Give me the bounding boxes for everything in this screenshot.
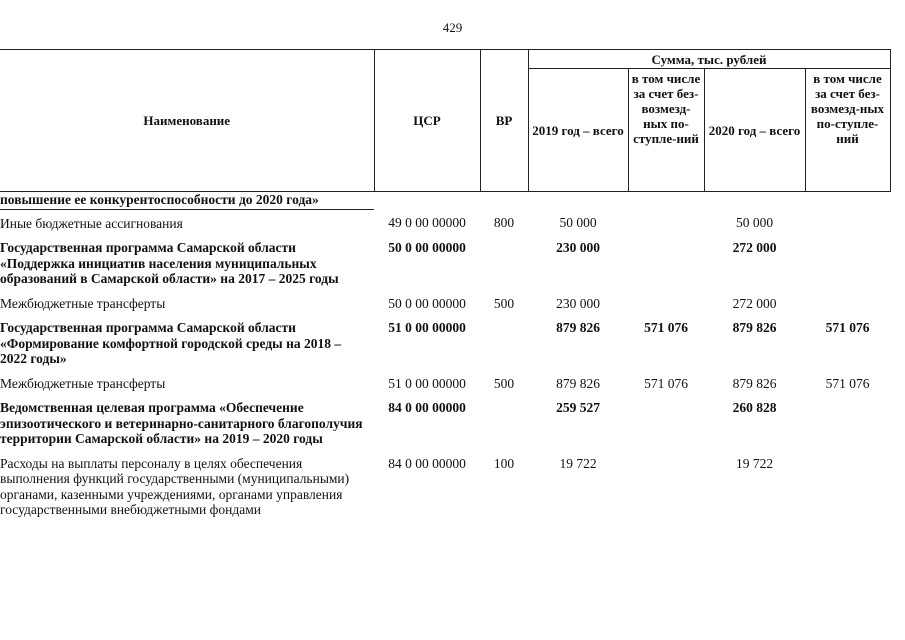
row-2019-total: 879 826 <box>556 375 600 391</box>
budget-table <box>0 49 891 518</box>
table-row <box>0 287 890 312</box>
header-vr: ВР <box>480 50 528 192</box>
row-csr: 84 0 00 00000 <box>388 455 466 471</box>
row-name: Государственная программа Самарской области «Поддержка инициатив населения муниципальных образований в Самарской области» на 2017 – 2025 годы <box>0 240 339 286</box>
row-vr: 800 <box>493 215 515 230</box>
row-csr: 49 0 00 00000 <box>388 215 466 230</box>
row-name: Ведомственная целевая программа «Обеспечение эпизоотического и ветеринарно-санитарного благополучия территории Самарской области» на 2019 – 2020 годы <box>0 400 363 446</box>
row-2019-total: 230 000 <box>556 240 600 255</box>
table-row <box>0 391 890 447</box>
table-header <box>0 50 890 192</box>
page-number: 429 <box>442 20 463 35</box>
table-row <box>0 367 890 392</box>
row-2020-total: 260 828 <box>732 400 777 415</box>
row-2020-free <box>805 209 890 231</box>
row-2020-free <box>805 287 890 312</box>
row-2019-free <box>628 391 704 447</box>
row-csr: 51 0 00 00000 <box>388 320 466 335</box>
row-2020-free: 571 076 <box>825 375 870 391</box>
table-row <box>0 311 890 367</box>
row-2020-free: 571 076 <box>825 320 870 335</box>
row-name: Государственная программа Самарской области «Формирование комфортной городской среды на 2018 – 2022 годы» <box>0 320 342 366</box>
continuation-row <box>0 192 890 210</box>
header-name: Наименование <box>0 50 374 192</box>
row-name: Иные бюджетные ассигнования <box>0 215 183 231</box>
row-2019-free <box>628 209 704 231</box>
table-row <box>0 447 890 518</box>
row-vr <box>480 231 528 287</box>
row-2020-total: 879 826 <box>732 375 777 391</box>
table-body <box>0 192 890 518</box>
header-2020-total: 2020 год – всего <box>704 69 805 192</box>
row-vr <box>480 311 528 367</box>
row-csr: 50 0 00 00000 <box>388 240 466 255</box>
row-2019-total: 50 000 <box>559 215 597 230</box>
row-2019-free <box>628 231 704 287</box>
header-sum-group: Сумма, тыс. рублей <box>528 50 890 69</box>
row-csr: 51 0 00 00000 <box>388 375 466 391</box>
row-2020-free <box>805 391 890 447</box>
row-vr <box>480 391 528 447</box>
row-2020-free <box>805 231 890 287</box>
row-2019-total: 879 826 <box>556 320 600 335</box>
header-2019-total: 2019 год – всего <box>528 69 628 192</box>
row-name: Межбюджетные трансферты <box>0 295 166 311</box>
row-vr: 500 <box>493 375 515 391</box>
row-vr: 100 <box>493 455 515 471</box>
row-vr: 500 <box>493 295 515 311</box>
row-2020-total: 50 000 <box>735 215 774 230</box>
row-2019-free: 571 076 <box>644 375 688 391</box>
continuation-text: повышение ее конкурентоспособности до 2020 года» <box>0 192 374 210</box>
header-2019-free: в том числе за счет без-возмезд-ных по-ступле-ний <box>628 69 704 192</box>
row-2019-free <box>628 447 704 518</box>
row-csr: 84 0 00 00000 <box>388 400 466 415</box>
table-row <box>0 209 890 231</box>
row-2019-free <box>628 287 704 312</box>
row-2019-total: 230 000 <box>556 295 600 311</box>
row-csr: 50 0 00 00000 <box>388 295 466 311</box>
row-name: Расходы на выплаты персоналу в целях обеспечения выполнения функций государственными (муниципальными) органами, казенными учреждениями, органами управления государственными внебюджетными фондами <box>0 455 350 517</box>
budget-table-container <box>0 49 890 518</box>
row-2020-free <box>805 447 890 518</box>
row-2019-free: 571 076 <box>644 320 688 335</box>
row-2020-total: 19 722 <box>735 455 774 471</box>
row-2020-total: 879 826 <box>732 320 777 335</box>
row-name: Межбюджетные трансферты <box>0 375 166 391</box>
row-2020-total: 272 000 <box>732 240 777 255</box>
row-2019-total: 259 527 <box>556 400 600 415</box>
header-2020-free: в том числе за счет без-возмезд-ных по-ступле-ний <box>805 69 890 192</box>
row-2020-total: 272 000 <box>732 295 777 311</box>
row-2019-total: 19 722 <box>559 455 597 471</box>
table-row <box>0 231 890 287</box>
header-csr: ЦСР <box>374 50 480 192</box>
